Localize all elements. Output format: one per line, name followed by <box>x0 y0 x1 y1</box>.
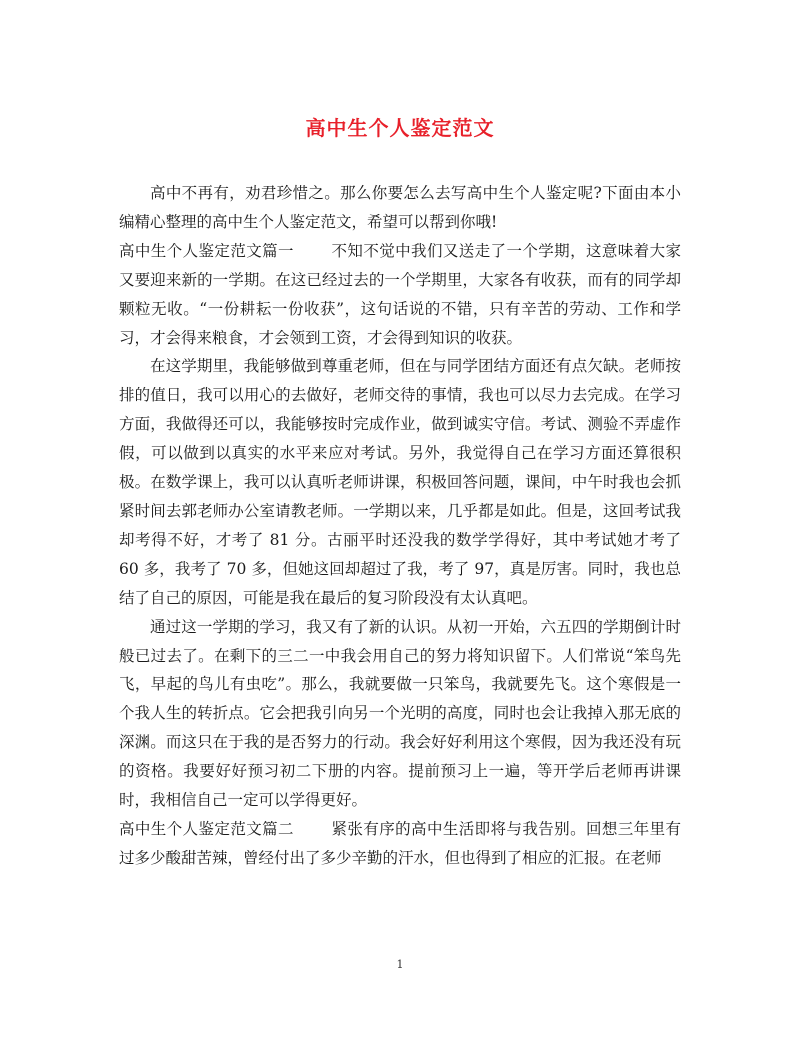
document-body <box>119 179 681 873</box>
section2-paragraph <box>119 815 681 873</box>
section1-heading: 高中生个人鉴定范文篇一 <box>119 241 294 260</box>
section1-paragraph-3: 通过这一学期的学习，我又有了新的认识。从初一开始，六五四的学期倒计时般已过去了。在剩下的三二一中我会用自己的努力将知识留下。人们常说“笨鸟先飞，早起的鸟儿有虫吃”。那么，我就要做一只笨鸟，我就要先飞。这个寒假是一个我人生的转折点。它会把我引向另一个光明的高度，同时也会让我掉入那无底的深渊。而这只在于我的是否努力的行动。我会好好利用这个寒假，因为我还没有玩的资格。我要好好预习初二下册的内容。提前预习上一遍，等开学后老师再讲课时，我相信自己一定可以学得更好。 <box>119 617 681 810</box>
section2-lead-text: 紧张有序的高中生活即将与我告别。回想三年里有过多少酸甜苦辣，曾经付出了多少辛勤的汗水，但也得到了相应的汇报。在老师 <box>119 819 681 867</box>
section1-paragraph-2: 在这学期里，我能够做到尊重老师，但在与同学团结方面还有点欠缺。老师按排的值日，我可以用心的去做好，老师交待的事情，我也可以尽力去完成。在学习方面，我做得还可以，我能够按时完成作业，做到诚实守信。考试、测验不弄虚作假，可以做到以真实的水平来应对考试。另外，我觉得自己在学习方面还算很积极。在数学课上，我可以认真听老师讲课，积极回答问题，课间，中午时我也会抓紧时间去郭老师办公室请教老师。一学期以来，几乎都是如此。但是，这回考试我却考得不好，才考了 81 分。古丽平时还没我的数学学得好，其中考试她才考了 60 多，我考了 70 多，但她这回却超过了我，考了 97，真是厉害。同时，我也总结了自己的原因，可能是我在最后的复习阶段没有太认真吧。 <box>119 357 681 607</box>
intro-paragraph: 高中不再有，劝君珍惜之。那么你要怎么去写高中生个人鉴定呢?下面由本小编精心整理的高中生个人鉴定范文，希望可以帮到你哦! <box>119 184 681 231</box>
section2-heading: 高中生个人鉴定范文篇二 <box>119 819 294 838</box>
page-number: 1 <box>396 958 404 971</box>
section1-paragraph <box>119 237 681 353</box>
document-title: 高中生个人鉴定范文 <box>305 116 495 140</box>
section1-lead-text: 不知不觉中我们又送走了一个学期，这意味着大家又要迎来新的一学期。在这已经过去的一个学期里，大家各有收获，而有的同学却颗粒无收。“一份耕耘一份收获”，这句话说的不错，只有辛苦的劳动、工作和学习，才会得来粮食，才会领到工资，才会得到知识的收获。 <box>119 241 681 347</box>
